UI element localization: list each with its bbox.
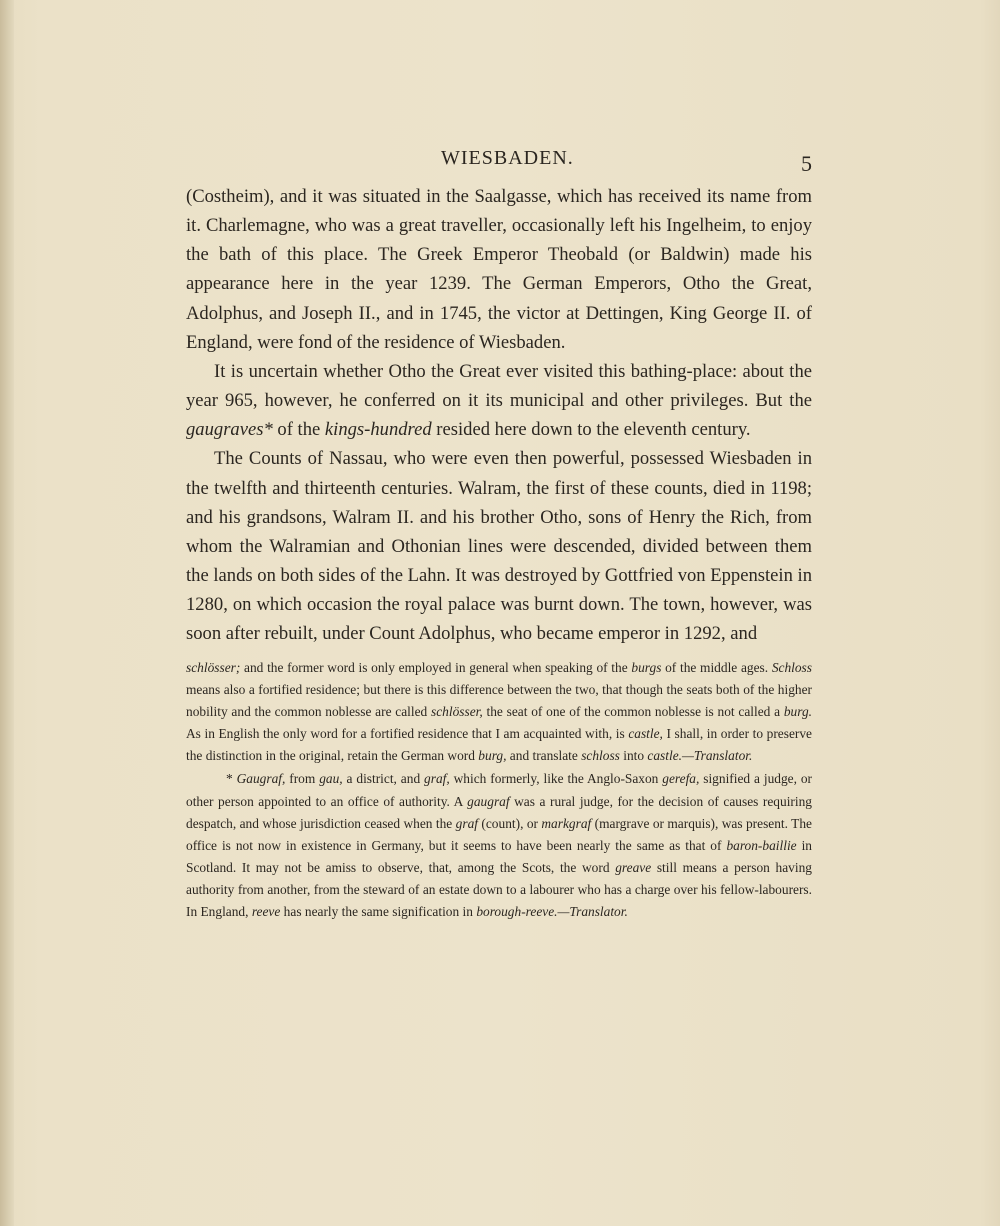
term-gaugraves: gaugraves* (186, 419, 273, 441)
footnote-continued: schlösser; and the former word is only employed in general when speaking of the burgs of the middle ages. Schloss means also a fortified residence; but there is this difference between the two, that though the seats both of the higher nobility and the common noblesse are called schlösser, the seat of one of the common noblesse is not called a burg. As in English the only word for a fortified residence that I am acquainted with, is castle, I shall, in order to preserve the distinction in the original, retain the German word burg, and translate schloss into castle.—Translator. (186, 660, 812, 764)
paragraph-2: It is uncertain whether Otho the Great ever visited this bathing-place: about the year 965, however, he conferred on it its municipal and other privileges. But the gaugraves* of the kings-hundred resided here down to the eleventh century. (186, 360, 812, 441)
paragraph-3: The Counts of Nassau, who were even then powerful, possessed Wiesbaden in the twelfth and thirteenth centuries. Walram, the first of these counts, died in 1198; and his grandsons, Walram II. and his brother Otho, sons of Henry the Rich, from whom the Walramian and Othonian lines were descended, divided between them the lands on both sides of the Lahn. It was destroyed by Gottfried von Eppenstein in 1280, on which occasion the royal palace was burnt down. The town, however, was soon after rebuilt, under Count Adolphus, who became emperor in 1292, and (186, 448, 812, 645)
paragraph-1: (Costheim), and it was situated in the Saalgasse, which has received its name from it. Charlemagne, who was a great traveller, occasionally left his Ingelheim, to enjoy the bath of this place. The Greek Emperor Theobald (or Baldwin) made his appearance here in the year 1239. The German Emperors, Otho the Great, Adolphus, and Joseph II., and in 1745, the victor at Dettingen, King George II. of England, were fond of the residence of Wiesbaden. (186, 186, 812, 353)
footnotes (186, 657, 812, 923)
body-text (186, 182, 812, 649)
running-head (186, 145, 812, 175)
footnote-gaugraf: * Gaugraf, from gau, a district, and graf, which formerly, like the Anglo-Saxon gerefa, signified a judge, or other person appointed to an office of authority. A gaugraf was a rural judge, for the decision of causes requiring despatch, and whose jurisdiction ceased when the graf (count), or markgraf (margrave or marquis), was present. The office is not now in existence in Germany, but it seems to have been nearly the same as that of baron-baillie in Scotland. It may not be amiss to observe, that, among the Scots, the word greave still means a person having authority from another, from the steward of an estate down to a labourer who has a charge over his fellow-labourers. In England, reeve has nearly the same signification in borough-reeve.—Translator. (186, 771, 812, 920)
page-number: 5 (801, 151, 812, 176)
page-gutter (0, 0, 14, 1226)
footnote-marker: * (226, 771, 237, 787)
term-kings-hundred: kings-hundred (324, 419, 432, 441)
running-title: WIESBADEN. (441, 147, 574, 169)
